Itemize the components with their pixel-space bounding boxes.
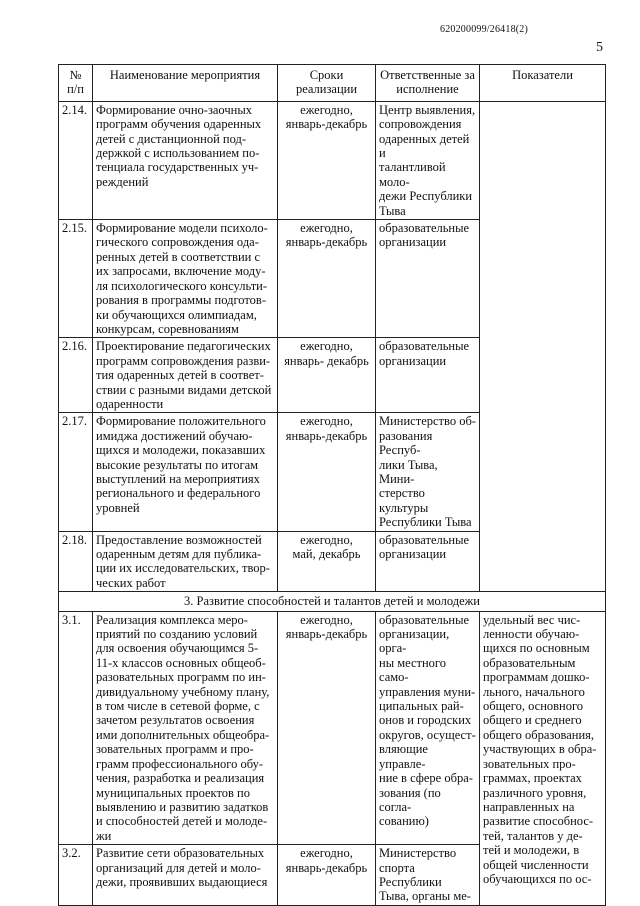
- row-name: Предоставление возможностей одаренным детям для публика- ции их исследовательских, твор- ческих работ: [93, 531, 278, 592]
- row-name: Проектирование педагогических программ сопровождения разви- тия одаренных детей в соответ- ствии с разными видами детской одаренности: [93, 338, 278, 413]
- row-term: ежегодно, январь-декабрь: [278, 611, 376, 845]
- section-title: 3. Развитие способностей и талантов детей и молодежи: [59, 592, 606, 611]
- row-term: ежегодно, январь-декабрь: [278, 101, 376, 219]
- section-heading-row: [59, 592, 606, 611]
- row-term: ежегодно, январь-декабрь: [278, 220, 376, 338]
- row-num: 2.18.: [59, 531, 93, 592]
- document-code: 620200099/26418(2): [440, 24, 529, 35]
- table-row: [59, 611, 606, 845]
- activities-table: [58, 64, 606, 906]
- row-indicators: удельный вес чис- ленности обучаю- щихся по основным образовательным программам дошко- льного, начального общего, основного общего и среднего общего образования, участвующих в обра- зовательных про- граммах, проектах различного уровня, направленных на развитие способнос- тей, талантов у де- тей и молодежи, в общей численности обучающихся по ос-: [480, 611, 606, 905]
- row-responsible: Центр выявления, сопровождения одаренных детей и талантливой моло- дежи Республики Тыва: [376, 101, 480, 219]
- row-term: ежегодно, май, декабрь: [278, 531, 376, 592]
- header-responsible: Ответственные за исполнение: [376, 65, 480, 102]
- row-num: 3.1.: [59, 611, 93, 845]
- header-name: Наименование мероприятия: [93, 65, 278, 102]
- row-num: 2.15.: [59, 220, 93, 338]
- row-name: Формирование модели психоло- гического сопровождения ода- ренных детей в соответствии с их запросами, включение моду- ля психологического консульти- рования в программы подготов- ки обучающихся олимпиадам, конкурсам, соревнованиям: [93, 220, 278, 338]
- table-header-row: [59, 65, 606, 102]
- row-responsible: образовательные организации: [376, 338, 480, 413]
- row-num: 2.17.: [59, 413, 93, 531]
- row-name: Развитие сети образовательных организаций для детей и моло- дежи, проявивших выдающиеся: [93, 845, 278, 906]
- row-name: Формирование очно-заочных программ обучения одаренных детей с дистанционной под- держкой с использованием по- тенциала государственных уч- реждений: [93, 101, 278, 219]
- row-term: ежегодно, январь-декабрь: [278, 413, 376, 531]
- row-responsible: образовательные организации, орга- ны местного само- управления муни- ципальных рай- онов и городских округов, осущест- вляющие управле- ние в сфере обра- зования (по согла- сованию): [376, 611, 480, 845]
- row-responsible: Министерство об- разования Респуб- лики Тыва, Мини- стерство культуры Республики Тыва: [376, 413, 480, 531]
- row-num: 2.14.: [59, 101, 93, 219]
- row-name: Реализация комплекса меро- приятий по созданию условий для освоения обучающимся 5- 11-х классов основных общеоб- разовательных программ по ин- дивидуальному учебному плану, в том числе в сетевой форме, с зачетом результатов освоения ими дополнительных общеобра- зовательных программ и про- грамм профессионального обу- чения, разработка и реализация муниципальных проектов по выявлению и развитию задатков и способностей детей и молоде- жи: [93, 611, 278, 845]
- row-responsible: образовательные организации: [376, 220, 480, 338]
- row-term: ежегодно, январь-декабрь: [278, 845, 376, 906]
- row-indicators-empty: [480, 101, 606, 591]
- page-number: 5: [596, 40, 603, 55]
- header-term: Сроки реализации: [278, 65, 376, 102]
- row-num: 3.2.: [59, 845, 93, 906]
- row-responsible: Министерство спорта Республики Тыва, органы ме-: [376, 845, 480, 906]
- row-responsible: образовательные организации: [376, 531, 480, 592]
- table-row: [59, 101, 606, 219]
- row-term: ежегодно, январь- декабрь: [278, 338, 376, 413]
- header-indicators: Показатели: [480, 65, 606, 102]
- row-num: 2.16.: [59, 338, 93, 413]
- header-num: № п/п: [59, 65, 93, 102]
- row-name: Формирование положительного имиджа достижений обучаю- щихся и молодежи, показавших высокие результаты по итогам выступлений на мероприятиях регионального и федерального уровней: [93, 413, 278, 531]
